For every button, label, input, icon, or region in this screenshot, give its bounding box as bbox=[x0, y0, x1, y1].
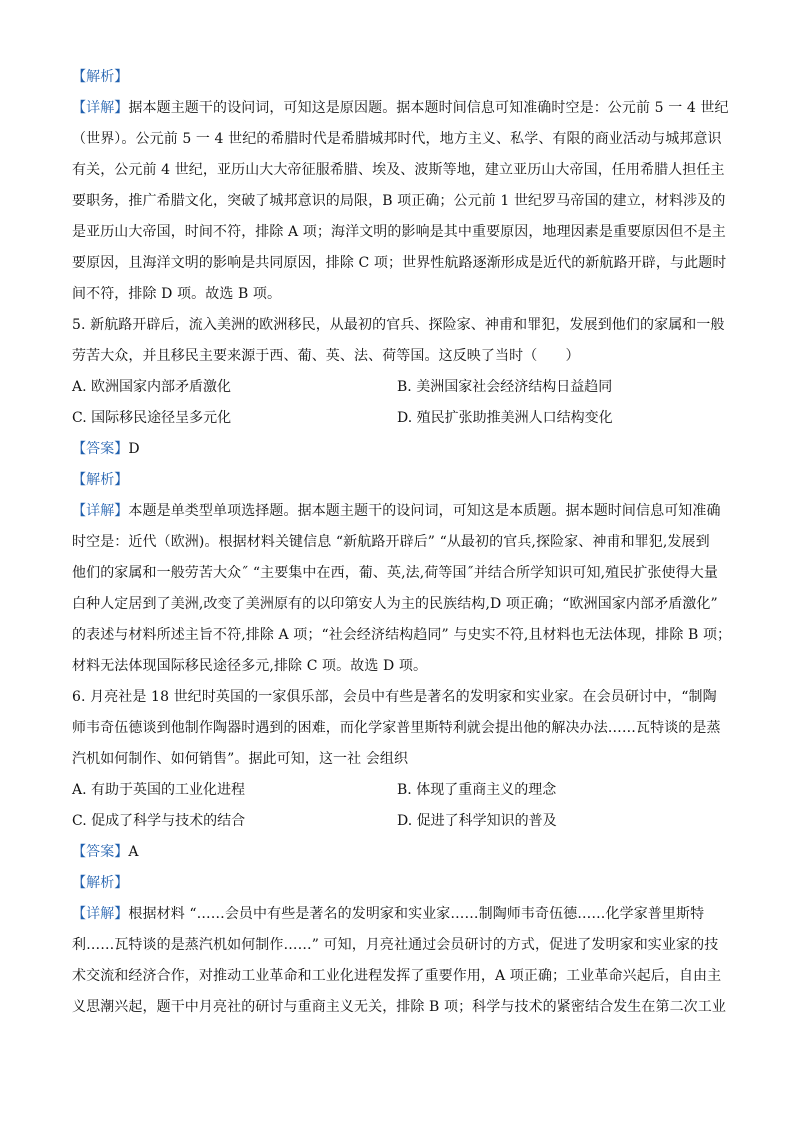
text-line: 利……瓦特谈的是蒸汽机如何制作……” 可知，月亮社通过会员研讨的方式，促进了发明家和实业家的技 bbox=[72, 937, 719, 953]
detail-line: 【详解】据本题主题干的设问词，可知这是原因题。据本题时间信息可知准确时空是：公元前 5 一 4 世纪 bbox=[72, 100, 729, 116]
answer-value: A bbox=[128, 844, 139, 860]
detail-label: 【详解】 bbox=[72, 503, 129, 519]
detail-line: 【详解】本题是单类型单项选择题。据本题主题干的设问词，可知这是本质题。据本题时间信息可知准确 bbox=[72, 503, 721, 519]
text-line: 有关，公元前 4 世纪，亚历山大大帝征服希腊、埃及、波斯等地，建立亚历山大帝国，任用希腊人担任主 bbox=[72, 162, 725, 178]
option-a: A. 有助于英国的工业化进程 bbox=[72, 782, 246, 798]
answer-value: D bbox=[128, 441, 140, 457]
text-line: 时空是：近代（欧洲)。根据材料关键信息 “新航路开辟后” “从最初的官兵,探险家、神甫和罪犯,发展到 bbox=[72, 534, 710, 550]
text-line: 的表述与材料所述主旨不符,排除 A 项；“社会经济结构趋同” 与史实不符,且材料也无法体现，排除 B 项； bbox=[72, 627, 732, 643]
text-line: 白种人定居到了美洲,改变了美洲原有的以印第安人为主的民族结构,D 项正确；“欧洲国家内部矛盾激化” bbox=[72, 596, 718, 612]
question-5-options-row bbox=[72, 372, 734, 403]
option-d: D. 殖民扩张助推美洲人口结构变化 bbox=[397, 410, 613, 426]
option-b: B. 体现了重商主义的理念 bbox=[397, 782, 557, 798]
analysis-label: 【解析】 bbox=[72, 69, 129, 85]
option-a: A. 欧洲国家内部矛盾激化 bbox=[72, 379, 232, 395]
question-5-stem: 劳苦大众，并且移民主要来源于西、葡、英、法、荷等国。这反映了当时（ ） bbox=[72, 348, 580, 364]
answer-line bbox=[72, 837, 734, 868]
text-line: 间不符，排除 D 项。故选 B 项。 bbox=[72, 286, 282, 302]
text-line: 他们的家属和一般劳苦大众˝ “主要集中在西，葡、英,法,荷等国˝并结合所学知识可知,殖民扩张使得大量 bbox=[72, 565, 718, 581]
question-6-stem: 汽机如何制作、如何销售”。据此可知，这一社 会组织 bbox=[72, 751, 409, 767]
analysis-label: 【解析】 bbox=[72, 875, 129, 891]
question-6-stem: 师韦奇伍德谈到他制作陶器时遇到的困难，而化学家普里斯特利就会提出他的解决办法……瓦特谈的是蒸 bbox=[72, 720, 721, 736]
text-line: 材料无法体现国际移民途径多元,排除 C 项。故选 D 项。 bbox=[72, 658, 428, 674]
analysis-label: 【解析】 bbox=[72, 472, 129, 488]
option-c: C. 国际移民途径呈多元化 bbox=[72, 410, 232, 426]
question-5-options-row bbox=[72, 403, 734, 434]
answer-label: 【答案】 bbox=[72, 844, 129, 860]
question-6-stem: 6. 月亮社是 18 世纪时英国的一家俱乐部，会员中有些是著名的发明家和实业家。在会员研讨中，“制陶 bbox=[72, 689, 717, 705]
text-line: 要职务，推广希腊文化，突破了城邦意识的局限，B 项正确；公元前 1 世纪罗马帝国的建立，材料涉及的 bbox=[72, 193, 726, 209]
detail-line: 【详解】根据材料 “……会员中有些是著名的发明家和实业家……制陶师韦奇伍德……化学家普里斯特 bbox=[72, 906, 705, 922]
answer-line bbox=[72, 434, 734, 465]
option-b: B. 美洲国家社会经济结构日益趋同 bbox=[397, 379, 613, 395]
text-line: 是亚历山大帝国，时间不符，排除 A 项；海洋文明的影响是其中重要原因，地理因素是重要原因但不是主 bbox=[72, 224, 726, 240]
text-line: 术交流和经济合作，对推动工业革命和工业化进程发挥了重要作用，A 项正确；工业革命兴起后，自由主 bbox=[72, 968, 722, 984]
detail-label: 【详解】 bbox=[72, 906, 129, 922]
text-line: 义思潮兴起，题干中月亮社的研讨与重商主义无关，排除 B 项；科学与技术的紧密结合发生在第二次工业 bbox=[72, 999, 726, 1015]
text-line: （世界）。公元前 5 一 4 世纪的希腊时代是希腊城邦时代，地方主义、私学、有限的商业活动与城邦意识 bbox=[72, 131, 722, 147]
detail-label: 【详解】 bbox=[72, 100, 129, 116]
option-d: D. 促进了科学知识的普及 bbox=[397, 813, 557, 829]
answer-label: 【答案】 bbox=[72, 441, 129, 457]
question-6-options-row bbox=[72, 806, 734, 837]
text-line: 要原因，且海洋文明的影响是共同原因，排除 C 项；世界性航路逐渐形成是近代的新航路开辟，与此题时 bbox=[72, 255, 727, 271]
question-6-options-row bbox=[72, 775, 734, 806]
option-c: C. 促成了科学与技术的结合 bbox=[72, 813, 246, 829]
question-5-stem: 5. 新航路开辟后，流入美洲的欧洲移民，从最初的官兵、探险家、神甫和罪犯，发展到他们的家属和一般 bbox=[72, 317, 725, 333]
